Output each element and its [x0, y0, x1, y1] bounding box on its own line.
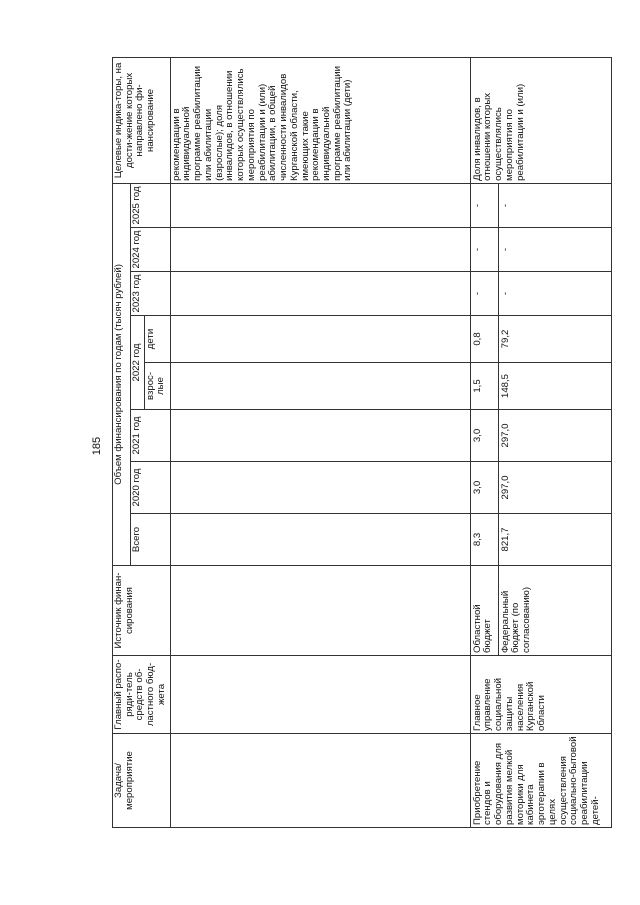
header-2021: 2021 год: [131, 410, 171, 462]
rotated-table-container: [112, 58, 612, 828]
cell-2022-adults: 1,5: [470, 363, 498, 410]
row-source: Федеральный бюджет (по согласованию): [498, 566, 611, 656]
header-task: Задача/мероприятие: [113, 734, 171, 828]
cell-2020: 3,0: [470, 462, 498, 514]
header-2025: 2025 год: [131, 183, 171, 227]
header-source: Источник финан-сирования: [113, 566, 171, 656]
row-indicator: Доля инвалидов, в отношении которых осуществлялись мероприятия по реабилитации и (или): [470, 57, 611, 183]
header-2023: 2023 год: [131, 272, 171, 316]
header-2022-adults: взрос-лые: [144, 363, 170, 410]
cell-2022-children: 0,8: [470, 316, 498, 363]
cell-2022-children: 79,2: [498, 316, 611, 363]
row-administrator: Главное управление социальной защиты населения Курганской области: [470, 656, 611, 734]
header-2024: 2024 год: [131, 228, 171, 272]
cell-2021: 297,0: [498, 410, 611, 462]
header-financing-group: Объем финансирования по годам (тысяч рублей): [113, 183, 131, 565]
cell-2025: -: [470, 183, 498, 227]
cell-2024: -: [470, 228, 498, 272]
header-total: Всего: [131, 514, 171, 566]
cell-2024: -: [498, 228, 611, 272]
page-number: 185: [91, 436, 103, 456]
row-source: Областной бюджет: [470, 566, 498, 656]
cell-2023: -: [470, 272, 498, 316]
header-indicators: Целевые индика-торы, на дости-жение которых направлено фи-нансирование: [113, 57, 171, 183]
previous-indicator-text: рекомендации в индивидуальной программе реабилитации или абилитации (взрослые); доля инвалидов, в отношении которых осуществлялись мероприятия по реабилитации и (или) абилитации, в общей численности инвалидов Курганской области, имеющих такие рекомендации в индивидуальной программе реабилитации или абилитации (дети): [170, 57, 470, 183]
cell-2025: -: [498, 183, 611, 227]
row-task: Приобретение стендов и оборудования для развития мелкой моторики для кабинета эрготерапии в целях осуществления социально-бытовой реабилитации детей-: [470, 734, 611, 828]
header-2022: 2022 год: [131, 316, 145, 410]
header-2022-children: дети: [144, 316, 170, 363]
financing-table: [112, 57, 612, 828]
cell-total: 821,7: [498, 514, 611, 566]
cell-2020: 297,0: [498, 462, 611, 514]
table-row-previous: [170, 57, 470, 827]
header-2020: 2020 год: [131, 462, 171, 514]
header-administrator: Главный распо-ряди-тель средств об-ластного бюд-жета: [113, 656, 171, 734]
cell-2022-adults: 148,5: [498, 363, 611, 410]
cell-2023: -: [498, 272, 611, 316]
cell-2021: 3,0: [470, 410, 498, 462]
cell-total: 8,3: [470, 514, 498, 566]
table-row: [470, 57, 498, 827]
